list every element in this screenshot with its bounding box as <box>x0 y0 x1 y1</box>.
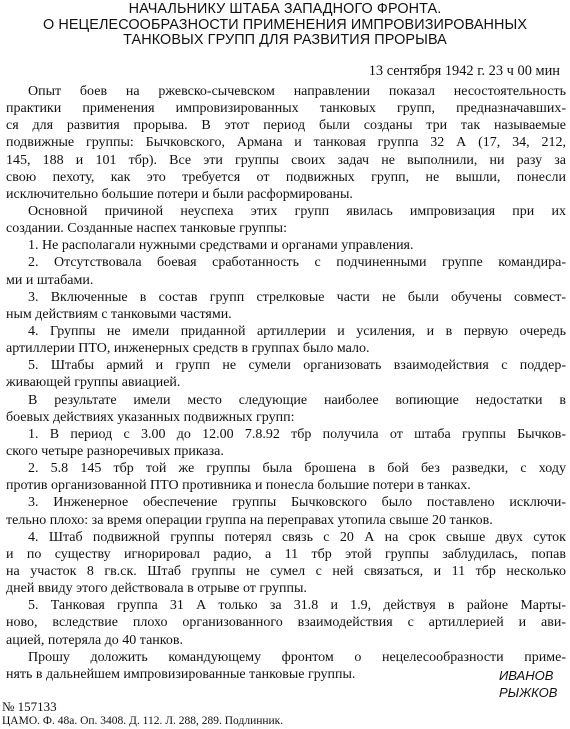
list-item <box>6 494 566 528</box>
text-line: ным действиям с танковыми частями. <box>6 306 232 322</box>
document-title <box>10 2 560 49</box>
archive-reference: ЦАМО. Ф. 48а. Оп. 3408. Д. 112. Л. 288, 289. Подлинник. <box>2 715 284 727</box>
list-item <box>6 426 566 460</box>
text-line: исключительно большие потери и были расформированы. <box>6 186 353 202</box>
title-line: О НЕЦЕЛЕСООБРАЗНОСТИ ПРИМЕНЕНИЯ ИМПРОВИЗИРОВАННЫХ <box>42 16 528 33</box>
paragraph <box>6 649 566 683</box>
paragraph <box>6 392 566 426</box>
list-item <box>6 597 566 648</box>
text-line: ского четыре разноречивых приказа. <box>6 443 224 459</box>
list-item <box>6 460 566 494</box>
text-line: живающей группы авиацией. <box>6 375 181 391</box>
text-line: 1. Не располагали нужными средствами и органами управления. <box>28 238 414 254</box>
text-line: 4. Группы не имели приданной артиллерии и усиления, и в первую очередь <box>28 323 566 339</box>
document-date: 13 сентября 1942 г. 23 ч 00 мин <box>368 63 560 79</box>
text-line: ново, вследствие плохо организованного взаимодействия с артиллерией и ави- <box>6 615 566 631</box>
signature-name: ИВАНОВ <box>499 668 554 683</box>
text-line: ся для развития прорыва. В этот период были созданы три так называемые <box>6 118 566 134</box>
title-line: ТАНКОВЫХ ГРУПП ДЛЯ РАЗВИТИЯ ПРОРЫВА <box>123 32 447 48</box>
text-line: 145, 188 и 101 тбр). Все эти группы своих задач не выполнили, ни разу за <box>6 152 566 168</box>
text-line: Опыт боев на ржевско-сычевском направлении показал несостоятельность <box>28 84 566 99</box>
text-line: и по существу игнорировал радио, а 11 тбр этой группы заблудилась, попав <box>6 546 566 562</box>
document-number: № 157133 <box>2 699 57 714</box>
list-item <box>6 323 566 357</box>
text-line: дней ввиду этого действовала в отрыве от группы. <box>6 581 307 597</box>
text-line: ми и штабами. <box>6 272 94 288</box>
text-line: Основной причиной неуспеха этих групп явилась импровизация при их <box>28 203 566 219</box>
document-body <box>6 83 566 683</box>
signature-name: РЫЖКОВ <box>499 685 558 700</box>
list-item <box>6 529 566 598</box>
text-line: тельно плохо: за время операции группа на переправах утопила свыше 20 танков. <box>6 512 493 528</box>
text-line: 4. Штаб подвижной группы потерял связь с 20 А на срок свыше двух суток <box>28 529 566 545</box>
list-item <box>6 289 566 323</box>
text-line: практики применения импровизированных танковых групп, предназначавших- <box>6 101 566 117</box>
text-line: 5. Танковая группа 31 А только за 31.8 и 1.9, действуя в районе Марты- <box>28 598 566 614</box>
text-line: 3. Включенные в состав групп стрелковые части не были обучены совмест- <box>28 289 566 305</box>
text-line: нять в дальнейшем импровизированные танковые группы. <box>6 666 356 682</box>
title-line: НАЧАЛЬНИКУ ШТАБА ЗАПАДНОГО ФРОНТА. <box>128 1 442 17</box>
text-line: 2. Отсутствовала боевая сработанность с подчиненными группе командира- <box>28 255 566 271</box>
text-line: В результате имели место следующие наиболее вопиющие недостатки в <box>28 392 566 408</box>
text-line: 5. Штабы армий и групп не сумели организовать взаимодействия с поддер- <box>28 358 566 374</box>
signatures <box>499 667 557 701</box>
list-item <box>6 357 566 391</box>
text-line: создании. Созданные наспех танковые группы: <box>6 221 287 237</box>
list-item <box>6 237 566 254</box>
text-line: 1. В период с 3.00 до 12.00 7.8.92 тбр получила от штаба группы Бычков- <box>28 426 566 442</box>
text-line: артиллерии ПТО, инженерных средств в группах было мало. <box>6 341 370 357</box>
text-line: подвижные группы: Бычковского, Армана и танковая группа 32 А (17, 34, 212, <box>6 135 566 151</box>
list-item <box>6 254 566 288</box>
text-line: свою пехоту, как это требуется от подвижных групп, не вышли, понесли <box>6 169 566 185</box>
paragraph <box>6 203 566 237</box>
text-line: ацией, потеряла до 40 танков. <box>6 632 184 648</box>
paragraph <box>6 83 566 203</box>
text-line: боевых действиях указанных подвижных групп: <box>6 409 295 425</box>
text-line: Прошу доложить командующему фронтом о нецелесообразности приме- <box>28 649 566 665</box>
text-line: 3. Инженерное обеспечение группы Бычковского было поставлено исключи- <box>28 495 566 511</box>
text-line: 2. 5.8 145 тбр той же группы была брошена в бой без разведки, с ходу <box>28 461 566 477</box>
text-line: на участок 8 гв.ск. Штаб группы не сумел с ней связаться, и 11 тбр несколько <box>6 563 566 579</box>
text-line: против организованной ПТО противника и понесла большие потери в танках. <box>6 478 471 494</box>
